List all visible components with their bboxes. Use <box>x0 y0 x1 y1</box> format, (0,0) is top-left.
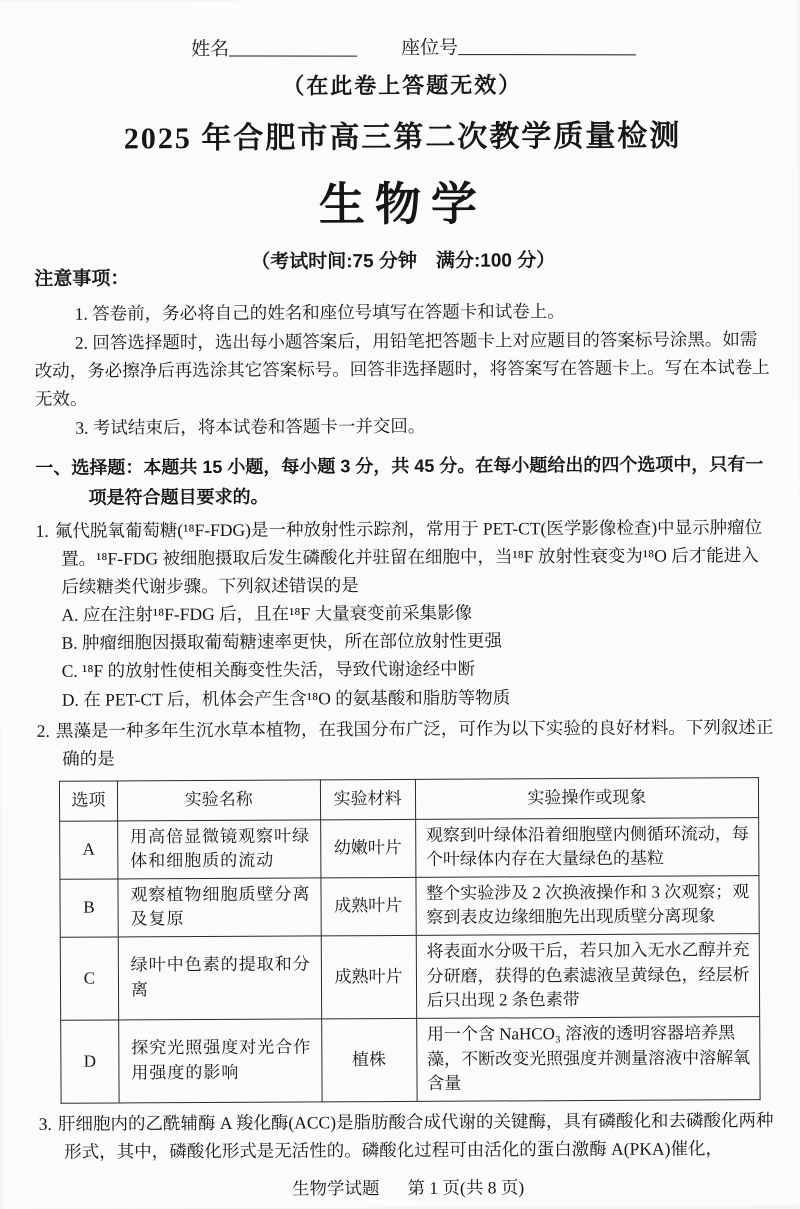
name-blank-line <box>229 40 357 56</box>
question-1-stem-text: 氟代脱氧葡萄糖(¹⁸F-FDG)是一种放射性示踪剂，常用于 PET-CT(医学影像检查)中显示肿瘤位置。¹⁸F-FDG 被细胞摄取后发生磷酸化并驻留在细胞中，当¹⁸F 放射性衰变为¹⁸O 后才能进入后续糖类代谢步骤。下列叙述错误的是 <box>55 517 762 597</box>
exam-title: 2025 年合肥市高三第二次教学质量检测 <box>33 112 771 164</box>
question-3 <box>39 1106 777 1166</box>
seat-label: 座位号 <box>401 38 458 59</box>
table-row-c <box>60 934 759 1021</box>
question-1-option-a: A. 应在注射¹⁸F-FDG 后，且在¹⁸F 大量衰变前采集影像 <box>61 597 774 629</box>
table-row-a <box>60 817 759 879</box>
subject-title: 生物学 <box>34 166 772 243</box>
footer-page-info: 第 1 页(共 8 页) <box>407 1177 524 1198</box>
question-1-option-b: B. 肿瘤细胞因摄取葡萄糖速率更快，所在部位放射性更强 <box>62 625 775 657</box>
notice-item-2: 2. 回答选择题时，选出每小题答案后，用铅笔把答题卡上对应题目的答案标号涂黑。如需改动，务必擦净后再选涂其它答案标号。回答非选择题时，将答案写在答题卡上。写在本试卷上无效。 <box>35 325 773 413</box>
experiment-table <box>59 777 761 1104</box>
row-a-phenomenon: 观察到叶绿体沿着细胞壁内侧循环流动，每个叶绿体内存在大量绿色的基粒 <box>415 817 759 877</box>
question-1-stem <box>36 513 774 601</box>
question-1-number: 1. <box>36 520 55 540</box>
name-label: 姓名 <box>191 39 229 60</box>
row-c-option: C <box>60 937 118 1020</box>
row-c-name: 绿叶中色素的提取和分离 <box>118 936 321 1020</box>
page-footer <box>39 1172 777 1204</box>
row-b-phenomenon: 整个实验涉及 2 次换液操作和 3 次观察；观察到表皮边缘细胞先出现质壁分离现象 <box>416 875 760 935</box>
question-1 <box>36 513 775 714</box>
footer-doc-label: 生物学试题 <box>292 1178 380 1198</box>
table-header-name: 实验名称 <box>117 780 320 821</box>
exam-info-row <box>34 245 772 299</box>
notice-item-3: 3. 考试结束后，将本试卷和答题卡一并交回。 <box>35 410 773 442</box>
seat-blank-line <box>458 39 636 55</box>
question-3-number: 3. <box>39 1114 58 1134</box>
question-2-number: 2. <box>37 721 56 741</box>
answer-invalid-note: （在此卷上答题无效） <box>33 66 771 105</box>
row-c-material: 成熟叶片 <box>321 936 417 1019</box>
question-3-stem <box>39 1106 777 1166</box>
notice-section <box>34 296 773 442</box>
question-3-stem-text: 肝细胞内的乙酰辅酶 A 羧化酶(ACC)是脂肪酸合成代谢的关键酶，具有磷酸化和去磷酸化两种形式，其中，磷酸化形式是无活性的。磷酸化过程可由活化的蛋白激酶 A(PKA)催化， <box>58 1110 774 1162</box>
row-d-phenomenon: 用一个含 NaHCO₃ 溶液的透明容器培养黑藻，不断改变光照强度并测量溶液中溶解氧含量 <box>416 1017 760 1102</box>
row-a-material: 幼嫩叶片 <box>320 819 415 878</box>
row-d-material: 植株 <box>321 1018 417 1101</box>
row-d-option: D <box>61 1020 119 1103</box>
table-header-material: 实验材料 <box>320 779 415 819</box>
row-b-name: 观察植物细胞质壁分离及复原 <box>118 878 321 937</box>
table-header-option: 选项 <box>59 781 117 821</box>
row-a-option: A <box>60 821 118 880</box>
table-row-d <box>61 1017 760 1104</box>
question-1-option-c: C. ¹⁸F 的放射性使相关酶变性失活，导致代谢途经中断 <box>62 653 775 685</box>
section-choice-heading: 一、选择题：本题共 15 小题，每小题 3 分，共 45 分。在每小题给出的四个选项中，只有一项是符合题目要求的。 <box>35 450 773 513</box>
notice-item-1: 1. 答卷前，务必将自己的姓名和座位号填写在答题卡和试卷上。 <box>34 296 772 328</box>
table-header-row <box>59 778 758 821</box>
exam-info: （考试时间:75 分钟 满分:100 分） <box>34 245 772 279</box>
row-b-material: 成熟叶片 <box>320 877 415 936</box>
question-2-stem-text: 黑藻是一种多年生沉水草本植物，在我国分布广泛，可作为以下实验的良好材料。下列叙述正确的是 <box>56 717 774 769</box>
notice-heading: 注意事项： <box>34 265 129 296</box>
row-b-option: B <box>60 879 118 938</box>
row-d-name: 探究光照强度对光合作用强度的影响 <box>119 1019 322 1103</box>
question-1-option-d: D. 在 PET-CT 后，机体会产生含¹⁸O 的氨基酸和脂肪等物质 <box>62 682 775 714</box>
row-c-phenomenon: 将表面水分吸干后，若只加入无水乙醇并充分研磨，获得的色素滤液呈黄绿色，经层析后只出现 2 条色素带 <box>416 934 760 1019</box>
table-header-phenomenon: 实验操作或现象 <box>415 778 759 819</box>
row-a-name: 用高倍显微镜观察叶绿体和细胞质的流动 <box>118 819 321 878</box>
question-2-stem <box>37 713 775 773</box>
student-info-row <box>191 32 771 65</box>
question-2 <box>37 713 775 773</box>
table-row-b <box>60 875 759 937</box>
